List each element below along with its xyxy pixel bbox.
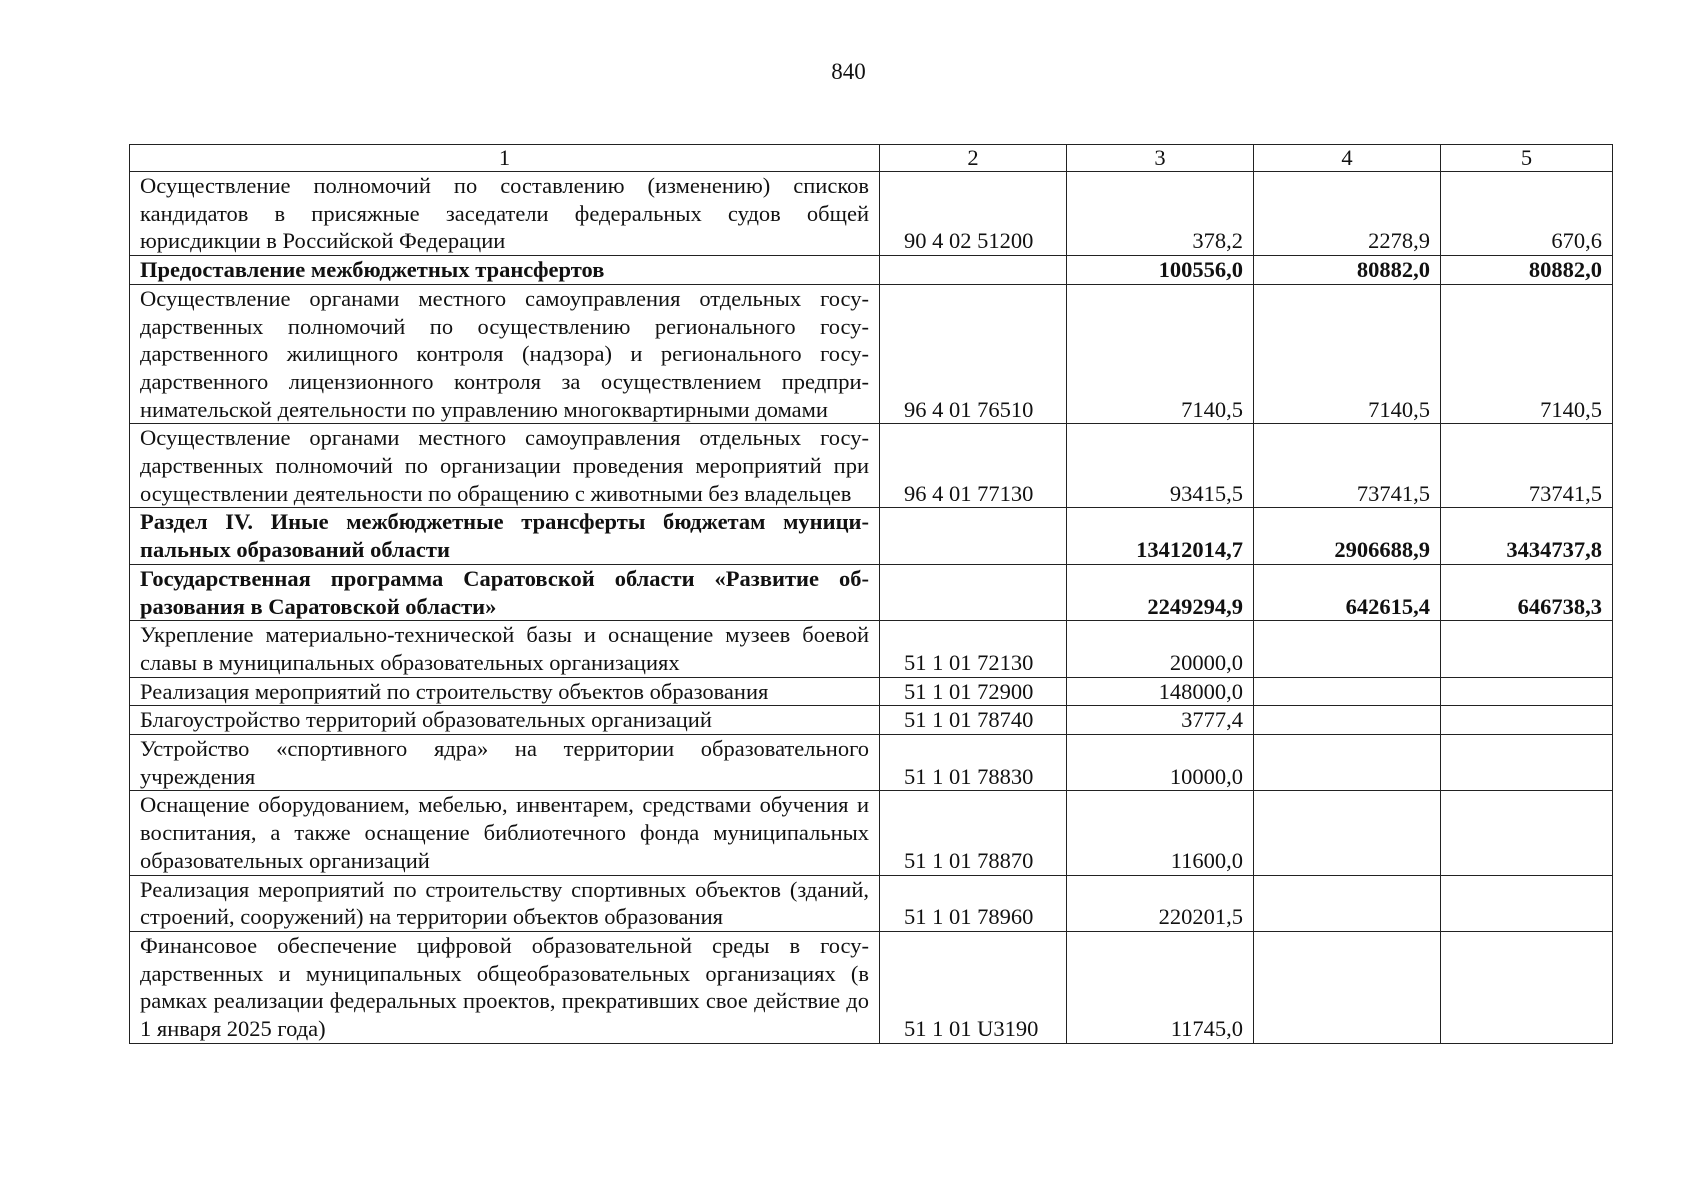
row-value-col5: 80882,0	[1441, 256, 1613, 285]
table-row	[130, 735, 1613, 791]
row-value-col4	[1254, 735, 1441, 791]
row-name-cell: Укрепление материально-технической базы и оснащение музеев боевой славы в муниципальных образовательных организациях	[130, 621, 880, 677]
row-value-col4	[1254, 875, 1441, 931]
row-value-col3: 20000,0	[1067, 621, 1254, 677]
row-value-col5: 73741,5	[1441, 424, 1613, 508]
row-value-col3: 220201,5	[1067, 875, 1254, 931]
table-row	[130, 172, 1613, 256]
row-code-cell: 96 4 01 77130	[880, 424, 1067, 508]
row-code-cell: 51 1 01 78740	[880, 706, 1067, 735]
column-header-4: 4	[1254, 145, 1441, 172]
table-header-row	[130, 145, 1613, 172]
row-code-cell: 51 1 01 78830	[880, 735, 1067, 791]
row-name-cell: Осуществление полномочий по составлению (изменению) списков кандидатов в присяжные заседатели федеральных судов общей юрисдикции в Российской Федерации	[130, 172, 880, 256]
row-code-cell	[880, 256, 1067, 285]
page-number: 840	[831, 59, 866, 84]
row-code-cell	[880, 564, 1067, 620]
row-name-cell: Раздел IV. Иные межбюджетные трансферты бюджетам муниципальных образований области	[130, 508, 880, 564]
row-value-col5	[1441, 621, 1613, 677]
table-row	[130, 424, 1613, 508]
table-row	[130, 791, 1613, 875]
row-value-col5: 646738,3	[1441, 564, 1613, 620]
row-code-cell: 51 1 01 78870	[880, 791, 1067, 875]
column-header-5: 5	[1441, 145, 1613, 172]
row-value-col4: 642615,4	[1254, 564, 1441, 620]
row-value-col5	[1441, 735, 1613, 791]
table-row	[130, 621, 1613, 677]
row-name-cell: Осуществление органами местного самоуправления отдельных государственных полномочий по организации проведения мероприятий при осуществлении деятельности по обращению с животными без владельцев	[130, 424, 880, 508]
row-value-col5: 3434737,8	[1441, 508, 1613, 564]
row-value-col4	[1254, 621, 1441, 677]
row-value-col3: 7140,5	[1067, 284, 1254, 424]
table-row	[130, 931, 1613, 1043]
row-name-cell: Осуществление органами местного самоуправления отдельных государственных полномочий по осуществлению регионального государственного жилищного контроля (надзора) и регионального государственного лицензионного контроля за осуществлением предпринимательской деятельности по управлению многоквартирными домами	[130, 284, 880, 424]
table-row	[130, 875, 1613, 931]
row-value-col5: 670,6	[1441, 172, 1613, 256]
row-value-col3: 11745,0	[1067, 931, 1254, 1043]
column-header-3: 3	[1067, 145, 1254, 172]
row-value-col5	[1441, 875, 1613, 931]
column-header-1: 1	[130, 145, 880, 172]
table-row	[130, 677, 1613, 706]
row-value-col5	[1441, 706, 1613, 735]
row-code-cell: 90 4 02 51200	[880, 172, 1067, 256]
row-value-col5	[1441, 791, 1613, 875]
row-code-cell	[880, 508, 1067, 564]
row-value-col5: 7140,5	[1441, 284, 1613, 424]
row-code-cell: 51 1 01 72900	[880, 677, 1067, 706]
row-value-col3: 11600,0	[1067, 791, 1254, 875]
row-name-cell: Реализация мероприятий по строительству спортивных объектов (зданий, строений, сооружений) на территории объектов образования	[130, 875, 880, 931]
row-value-col3: 148000,0	[1067, 677, 1254, 706]
row-value-col4: 80882,0	[1254, 256, 1441, 285]
row-name-cell: Благоустройство территорий образовательных организаций	[130, 706, 880, 735]
row-value-col4: 73741,5	[1254, 424, 1441, 508]
row-code-cell: 96 4 01 76510	[880, 284, 1067, 424]
row-value-col3: 93415,5	[1067, 424, 1254, 508]
table-row	[130, 706, 1613, 735]
row-value-col3: 378,2	[1067, 172, 1254, 256]
row-value-col4	[1254, 791, 1441, 875]
row-value-col3: 3777,4	[1067, 706, 1254, 735]
row-value-col5	[1441, 677, 1613, 706]
row-name-cell: Предоставление межбюджетных трансфертов	[130, 256, 880, 285]
row-value-col3: 10000,0	[1067, 735, 1254, 791]
row-name-cell: Государственная программа Саратовской области «Развитие образования в Саратовской области»	[130, 564, 880, 620]
row-code-cell: 51 1 01 78960	[880, 875, 1067, 931]
row-code-cell: 51 1 01 72130	[880, 621, 1067, 677]
row-value-col3: 100556,0	[1067, 256, 1254, 285]
row-value-col4	[1254, 931, 1441, 1043]
table-row	[130, 508, 1613, 564]
column-header-2: 2	[880, 145, 1067, 172]
row-value-col4: 2906688,9	[1254, 508, 1441, 564]
row-name-cell: Финансовое обеспечение цифровой образовательной среды в государственных и муниципальных общеобразовательных организациях (в рамках реализации федеральных проектов, прекративших свое действие до 1 января 2025 года)	[130, 931, 880, 1043]
row-name-cell: Устройство «спортивного ядра» на территории образовательного учреждения	[130, 735, 880, 791]
row-code-cell: 51 1 01 U3190	[880, 931, 1067, 1043]
budget-table	[129, 144, 1613, 1044]
row-value-col3: 13412014,7	[1067, 508, 1254, 564]
row-value-col4	[1254, 706, 1441, 735]
row-value-col4: 2278,9	[1254, 172, 1441, 256]
table-row	[130, 284, 1613, 424]
row-value-col5	[1441, 931, 1613, 1043]
row-value-col4	[1254, 677, 1441, 706]
row-value-col4: 7140,5	[1254, 284, 1441, 424]
row-value-col3: 2249294,9	[1067, 564, 1254, 620]
table-row	[130, 564, 1613, 620]
table-row	[130, 256, 1613, 285]
row-name-cell: Реализация мероприятий по строительству объектов образования	[130, 677, 880, 706]
row-name-cell: Оснащение оборудованием, мебелью, инвентарем, средствами обучения и воспитания, а также оснащение библиотечного фонда муниципальных образовательных организаций	[130, 791, 880, 875]
